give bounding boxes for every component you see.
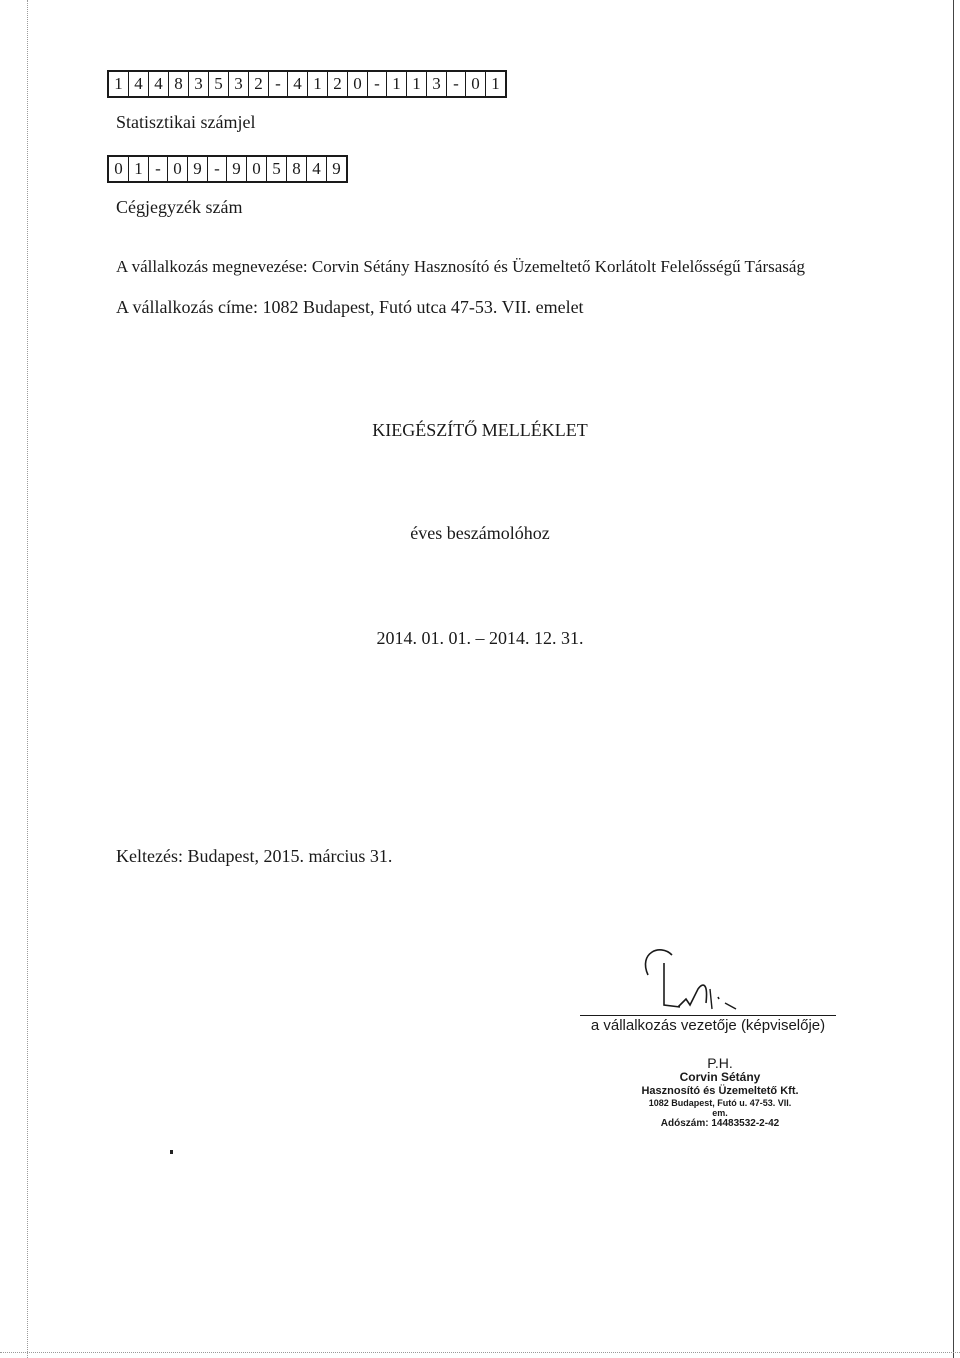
- company-name-line: A vállalkozás megnevezése: Corvin Sétány Hasznosító és Üzemeltető Korlátolt Felelősségű Társaság: [116, 257, 805, 276]
- stat-digit-cell: 1: [387, 72, 407, 96]
- reg-digit-cell: 9: [332, 159, 341, 178]
- dating-line: Keltezés: Budapest, 2015. március 31.: [116, 846, 393, 866]
- scan-speck: [170, 1150, 173, 1154]
- company-stamp: [640, 1055, 800, 1130]
- reg-digit-cell: 9: [227, 157, 247, 181]
- registration-number-label: Cégjegyzék szám: [116, 197, 243, 217]
- stamp-line-1: Corvin Sétány: [679, 1070, 761, 1085]
- stamp-line-2: Hasznosító és Üzemeltető Kft.: [641, 1084, 799, 1097]
- stat-digit-cell: 2: [249, 72, 269, 96]
- handwritten-signature: [580, 945, 840, 1017]
- stat-digit-cell: 4: [129, 72, 149, 96]
- stamp-ph: P.H.: [707, 1055, 733, 1071]
- stat-digit-cell: -: [368, 72, 387, 96]
- stat-digit-cell: 0: [466, 72, 486, 96]
- stat-digit-cell: 1: [308, 72, 328, 96]
- reg-digit-cell: 8: [287, 157, 307, 181]
- stat-digit-cell: 5: [209, 72, 229, 96]
- reg-digit-cell: 0: [247, 157, 267, 181]
- stat-digit-cell: -: [269, 72, 288, 96]
- stat-digit-cell: 0: [348, 72, 368, 96]
- scan-edge-left: [27, 0, 28, 1358]
- stat-digit-cell: -: [447, 72, 466, 96]
- reg-digit-cell: -: [208, 157, 227, 181]
- statistical-number-label: Statisztikai számjel: [116, 112, 256, 132]
- reg-digit-cell: 1: [129, 157, 149, 181]
- stamp-line-4: Adószám: 14483532-2-42: [660, 1118, 780, 1130]
- registration-number-boxes: [107, 155, 348, 183]
- stat-digit-cell: 3: [427, 72, 447, 96]
- scan-edge-bottom: [0, 1352, 960, 1353]
- reporting-period: 2014. 01. 01. – 2014. 12. 31.: [376, 628, 584, 648]
- document-title: KIEGÉSZÍTŐ MELLÉKLET: [372, 420, 588, 440]
- stat-digit-cell: 2: [328, 72, 348, 96]
- stat-digit-cell: 1: [491, 74, 500, 93]
- reg-digit-cell: 4: [307, 157, 327, 181]
- stat-digit-cell: 4: [149, 72, 169, 96]
- stat-digit-cell: 1: [407, 72, 427, 96]
- stamp-line-3: 1082 Budapest, Futó u. 47-53. VII. em.: [648, 1097, 792, 1118]
- scan-edge-right: [953, 0, 954, 1358]
- reg-digit-cell: -: [149, 157, 168, 181]
- signature-caption: a vállalkozás vezetője (képviselője): [590, 1017, 826, 1034]
- stat-digit-cell: 3: [229, 72, 249, 96]
- reg-digit-cell: 0: [109, 157, 129, 181]
- company-address-line: A vállalkozás címe: 1082 Budapest, Futó utca 47-53. VII. emelet: [116, 297, 584, 317]
- stat-digit-cell: 8: [169, 72, 189, 96]
- signature-line: [580, 1015, 836, 1016]
- reg-digit-cell: 0: [168, 157, 188, 181]
- stat-digit-cell: 1: [109, 72, 129, 96]
- stat-digit-cell: 4: [288, 72, 308, 96]
- document-subtitle: éves beszámolóhoz: [410, 523, 550, 543]
- stat-digit-cell: 3: [189, 72, 209, 96]
- reg-digit-cell: 9: [188, 157, 208, 181]
- reg-digit-cell: 5: [267, 157, 287, 181]
- statistical-number-boxes: [107, 70, 507, 98]
